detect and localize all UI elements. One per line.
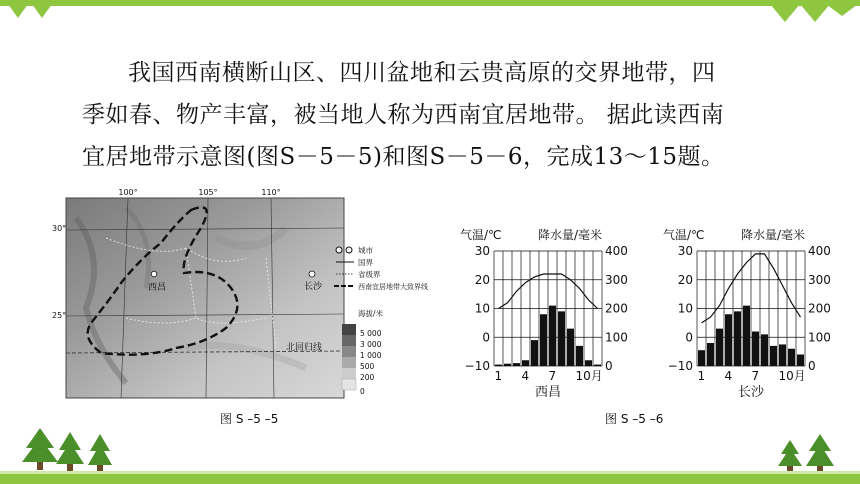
precip-bar: [585, 360, 592, 366]
precip-bar: [698, 350, 705, 366]
precip-axis-label: 降水量/毫米: [538, 228, 603, 242]
legend-national-border: 国界: [358, 258, 373, 267]
map-legend: [332, 244, 452, 409]
elev-500: 500: [360, 362, 375, 371]
precip-tick: 100: [808, 330, 831, 345]
tropic-label: 北回归线: [286, 343, 323, 353]
precip-tick: 200: [808, 301, 831, 316]
month-tick: 1: [697, 369, 706, 383]
precip-tick: 200: [605, 301, 628, 316]
temp-tick: 30: [677, 244, 693, 258]
top-triangle-decorations: [0, 0, 860, 24]
precip-bar: [558, 311, 565, 366]
precip-bar: [743, 306, 750, 366]
station-name: 长沙: [737, 385, 765, 400]
month-tick: 10月: [778, 369, 806, 383]
elev-0: 0: [360, 387, 365, 396]
precip-bar: [716, 329, 723, 366]
lon-label-110: 110°: [261, 188, 281, 197]
city-label-changsha: 长沙: [304, 282, 323, 292]
precip-bar: [540, 314, 547, 366]
legend-elevation-title: 海拔/米: [358, 309, 384, 318]
temp-tick: −10: [464, 359, 490, 373]
precip-bar: [761, 334, 768, 366]
paragraph-line-1: 我国西南横断山区、四川盆地和云贵高原的交界地带，四: [128, 60, 716, 86]
paragraph-line-2: 季如春、物产丰富，被当地人称为西南宜居地带。 据此读西南: [82, 102, 725, 128]
precip-bar: [549, 306, 556, 366]
month-tick: 4: [521, 369, 530, 383]
precip-bar: [567, 329, 574, 366]
temp-tick: 10: [677, 301, 693, 316]
city-label-xichang: 西昌: [148, 283, 167, 293]
elev-3000: 3 000: [360, 340, 382, 349]
month-tick: 10月: [575, 369, 603, 383]
precip-tick: 0: [808, 359, 816, 373]
relief-map: [66, 188, 344, 398]
temp-axis-label: 气温/℃: [663, 228, 705, 242]
precip-tick: 0: [605, 359, 613, 373]
precip-axis-label: 降水量/毫米: [741, 228, 806, 242]
precip-tick: 100: [605, 330, 628, 345]
charts-caption: 图 S –5 –6: [605, 412, 664, 426]
precip-bar: [504, 364, 511, 366]
precip-tick: 400: [605, 244, 628, 258]
precip-bar: [770, 346, 777, 366]
month-tick: 1: [494, 369, 503, 383]
precip-bar: [725, 314, 732, 366]
precip-bar: [788, 349, 795, 366]
legend-province-border: 省级界: [358, 270, 381, 279]
temp-tick: 30: [474, 244, 490, 258]
precip-bar: [752, 332, 759, 367]
precip-bar: [513, 363, 520, 366]
month-tick: 7: [751, 369, 760, 383]
paragraph-line-3: 宜居地带示意图(图S－5－5)和图S－5－6，完成13～15题。: [82, 144, 725, 170]
elev-5000: 5 000: [360, 329, 382, 338]
lon-label-105: 105°: [198, 188, 218, 197]
precip-tick: 300: [605, 272, 628, 287]
tree-decorations: [0, 420, 860, 475]
precip-bar: [734, 311, 741, 366]
legend-belt-boundary: 西南宜居地带大致界线: [358, 283, 428, 291]
precip-bar: [594, 365, 601, 366]
temp-tick: 0: [482, 330, 490, 345]
month-tick: 4: [724, 369, 733, 383]
climate-chart-xichang: [452, 223, 652, 398]
lon-label-100: 100°: [118, 188, 138, 197]
temp-tick: 20: [474, 272, 490, 287]
station-name: 西昌: [534, 385, 562, 400]
legend-city: 城市: [358, 246, 373, 255]
temp-axis-label: 气温/℃: [460, 228, 502, 242]
elev-1000: 1 000: [360, 351, 382, 360]
precip-bar: [707, 343, 714, 366]
question-paragraph: [82, 52, 802, 178]
precip-bar: [531, 340, 538, 366]
temp-tick: 10: [474, 301, 490, 316]
precip-bar: [576, 346, 583, 366]
precip-tick: 300: [808, 272, 831, 287]
bottom-accent-bar: [0, 474, 860, 484]
temp-tick: 0: [685, 330, 693, 345]
precip-bar: [495, 365, 502, 366]
month-tick: 7: [548, 369, 557, 383]
temp-tick: −10: [667, 359, 693, 373]
precip-bar: [797, 355, 804, 367]
precip-bar: [522, 360, 529, 366]
precip-tick: 400: [808, 244, 831, 258]
lat-label-25: 25°: [52, 311, 67, 320]
temp-tick: 20: [677, 272, 693, 287]
map-caption: 图 S –5 –5: [220, 412, 279, 426]
elev-200: 200: [360, 373, 375, 382]
climate-chart-changsha: [655, 223, 855, 398]
precip-bar: [779, 344, 786, 366]
lat-label-30: 30°: [52, 224, 67, 233]
